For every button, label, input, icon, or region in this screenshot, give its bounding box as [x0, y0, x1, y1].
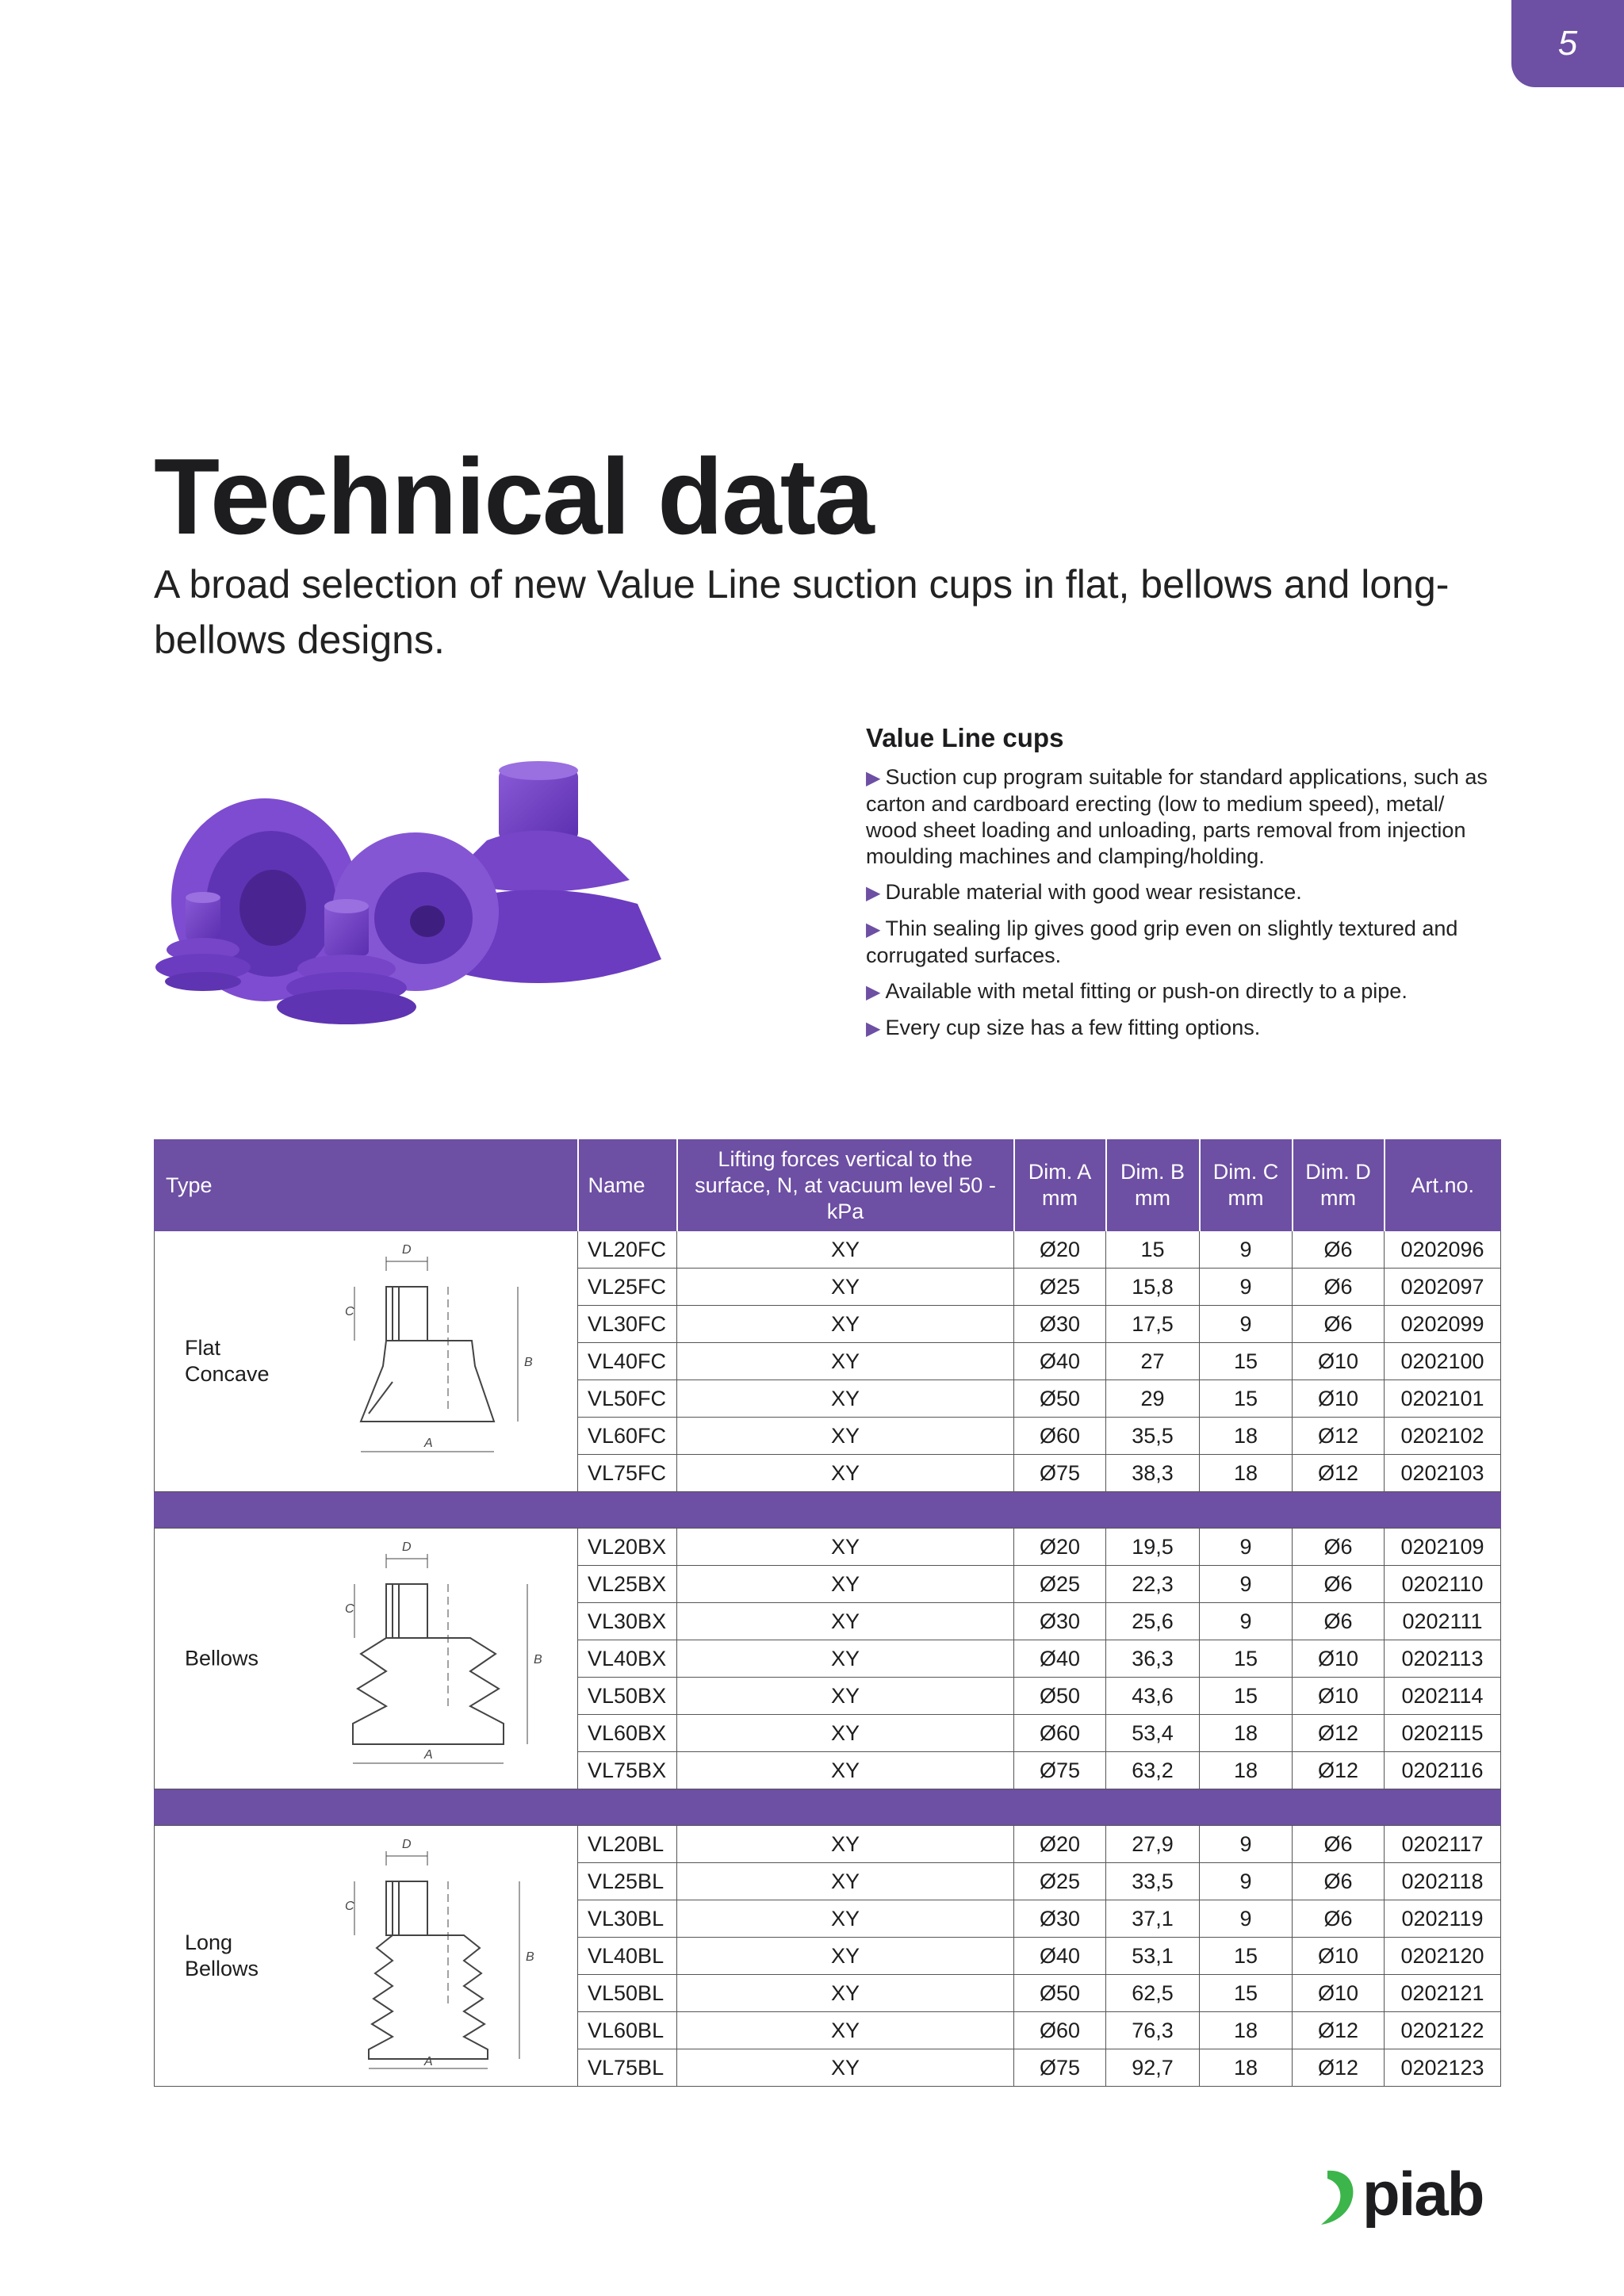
lifting-force-cell: XY: [677, 1863, 1014, 1900]
artno-cell: 0202101: [1385, 1380, 1501, 1418]
lifting-force-cell: XY: [677, 1938, 1014, 1975]
dim-c-cell: 15: [1200, 1938, 1293, 1975]
dim-a-label: A: [424, 2055, 433, 2068]
dim-b-cell: 43,6: [1106, 1678, 1200, 1715]
artno-cell: 0202111: [1385, 1603, 1501, 1640]
header-dim-d: Dim. D mm: [1293, 1140, 1385, 1231]
page-number-tab: [1511, 0, 1624, 87]
dim-c-label: C: [345, 1602, 354, 1616]
page-subtitle: A broad selection of new Value Line suction cups in flat, bellows and long-bellows designs.: [154, 562, 1450, 662]
dim-a-cell: Ø50: [1014, 1380, 1106, 1418]
bullet-triangle-icon: ▶: [866, 982, 881, 1003]
piab-logo-mark: [1321, 2171, 1353, 2225]
dim-d-cell: Ø10: [1293, 1640, 1385, 1678]
cross-section-drawing: [313, 1239, 543, 1477]
dim-b-cell: 17,5: [1106, 1306, 1200, 1343]
name-cell: VL20FC: [578, 1231, 677, 1269]
artno-cell: 0202114: [1385, 1678, 1501, 1715]
header-dim-c: Dim. C mm: [1200, 1140, 1293, 1231]
dim-d-cell: Ø10: [1293, 1938, 1385, 1975]
artno-cell: 0202119: [1385, 1900, 1501, 1938]
dim-c-cell: 9: [1200, 1863, 1293, 1900]
dim-c-cell: 9: [1200, 1603, 1293, 1640]
name-cell: VL75BX: [578, 1752, 677, 1789]
bullet-triangle-icon: ▶: [866, 1018, 881, 1039]
info-bullets: [866, 764, 1500, 1042]
dim-d-cell: Ø10: [1293, 1678, 1385, 1715]
table-row: [155, 1826, 1501, 1863]
table-row: [155, 1231, 1501, 1269]
dim-d-cell: Ø12: [1293, 1418, 1385, 1455]
dim-d-cell: Ø6: [1293, 1269, 1385, 1306]
lifting-force-cell: XY: [677, 1715, 1014, 1752]
artno-cell: 0202110: [1385, 1566, 1501, 1603]
table-header-row: [155, 1140, 1501, 1231]
artno-cell: 0202118: [1385, 1863, 1501, 1900]
dim-c-label: C: [345, 1305, 354, 1318]
info-bullet: ▶ Every cup size has a few fitting options.: [866, 1016, 1261, 1039]
dim-c-cell: 18: [1200, 1752, 1293, 1789]
dim-a-cell: Ø60: [1014, 2012, 1106, 2049]
dim-d-cell: Ø12: [1293, 2049, 1385, 2087]
type-label-line: Flat: [185, 1336, 221, 1360]
artno-cell: 0202116: [1385, 1752, 1501, 1789]
dim-a-label: A: [424, 1437, 433, 1450]
type-cell: [155, 1826, 578, 2087]
artno-cell: 0202109: [1385, 1529, 1501, 1566]
bullet-triangle-icon: ▶: [866, 767, 881, 789]
dim-b-cell: 33,5: [1106, 1863, 1200, 1900]
info-bullet: ▶ Durable material with good wear resistance.: [866, 880, 1302, 904]
name-cell: VL60BX: [578, 1715, 677, 1752]
name-cell: VL40BL: [578, 1938, 677, 1975]
dim-a-cell: Ø30: [1014, 1603, 1106, 1640]
dim-a-cell: Ø20: [1014, 1231, 1106, 1269]
dim-c-label: C: [345, 1900, 354, 1913]
name-cell: VL75BL: [578, 2049, 677, 2087]
dim-b-cell: 15,8: [1106, 1269, 1200, 1306]
lifting-force-cell: XY: [677, 1640, 1014, 1678]
lifting-force-cell: XY: [677, 2012, 1014, 2049]
value-line-info: [866, 723, 1500, 1051]
info-bullet: ▶ Thin sealing lip gives good grip even on slightly textured and corrugated surfaces.: [866, 916, 1458, 967]
dim-d-cell: Ø6: [1293, 1603, 1385, 1640]
dim-d-cell: Ø6: [1293, 1900, 1385, 1938]
artno-cell: 0202100: [1385, 1343, 1501, 1380]
dim-a-cell: Ø40: [1014, 1938, 1106, 1975]
dim-c-cell: 9: [1200, 1231, 1293, 1269]
dim-d-cell: Ø10: [1293, 1975, 1385, 2012]
artno-cell: 0202097: [1385, 1269, 1501, 1306]
artno-cell: 0202121: [1385, 1975, 1501, 2012]
header-dim-b: Dim. B mm: [1106, 1140, 1200, 1231]
group-separator-row: [155, 1492, 1501, 1529]
name-cell: VL50BL: [578, 1975, 677, 2012]
dim-b-cell: 62,5: [1106, 1975, 1200, 2012]
header-lifting-force: Lifting forces vertical to the surface, N, at vacuum level 50 -kPa: [677, 1140, 1014, 1231]
piab-logo-text: piab: [1362, 2161, 1484, 2229]
artno-cell: 0202120: [1385, 1938, 1501, 1975]
dim-c-cell: 18: [1200, 1455, 1293, 1492]
name-cell: VL30FC: [578, 1306, 677, 1343]
dim-b-cell: 27: [1106, 1343, 1200, 1380]
dim-a-cell: Ø40: [1014, 1640, 1106, 1678]
dim-a-cell: Ø25: [1014, 1269, 1106, 1306]
dim-c-cell: 9: [1200, 1529, 1293, 1566]
dim-a-cell: Ø75: [1014, 2049, 1106, 2087]
dim-a-cell: Ø75: [1014, 1752, 1106, 1789]
artno-cell: 0202123: [1385, 2049, 1501, 2087]
artno-cell: 0202122: [1385, 2012, 1501, 2049]
separator-cell: [155, 1492, 1501, 1529]
type-label-line: Long: [185, 1931, 233, 1954]
lifting-force-cell: XY: [677, 1529, 1014, 1566]
dim-d-label: D: [402, 1838, 412, 1851]
dim-b-cell: 53,1: [1106, 1938, 1200, 1975]
group-separator-row: [155, 1789, 1501, 1826]
bullet-triangle-icon: ▶: [866, 882, 881, 904]
name-cell: VL30BX: [578, 1603, 677, 1640]
dim-b-cell: 76,3: [1106, 2012, 1200, 2049]
dim-c-cell: 15: [1200, 1343, 1293, 1380]
page-title: Technical data: [154, 436, 873, 557]
dim-d-cell: Ø6: [1293, 1863, 1385, 1900]
dim-a-cell: Ø25: [1014, 1863, 1106, 1900]
dim-c-cell: 18: [1200, 1715, 1293, 1752]
dim-d-cell: Ø12: [1293, 2012, 1385, 2049]
lifting-force-cell: XY: [677, 1343, 1014, 1380]
dim-d-label: D: [402, 1243, 412, 1257]
lifting-force-cell: XY: [677, 1306, 1014, 1343]
dim-d-cell: Ø10: [1293, 1343, 1385, 1380]
dim-b-cell: 27,9: [1106, 1826, 1200, 1863]
lifting-force-cell: XY: [677, 1826, 1014, 1863]
lifting-force-cell: XY: [677, 2049, 1014, 2087]
lifting-force-cell: XY: [677, 1975, 1014, 2012]
dim-b-cell: 25,6: [1106, 1603, 1200, 1640]
dim-d-cell: Ø6: [1293, 1826, 1385, 1863]
name-cell: VL40FC: [578, 1343, 677, 1380]
dim-c-cell: 9: [1200, 1566, 1293, 1603]
name-cell: VL60BL: [578, 2012, 677, 2049]
dim-a-cell: Ø40: [1014, 1343, 1106, 1380]
dim-a-cell: Ø20: [1014, 1529, 1106, 1566]
dim-c-cell: 15: [1200, 1380, 1293, 1418]
dim-c-cell: 18: [1200, 2012, 1293, 2049]
header-artno: Art.no.: [1385, 1140, 1501, 1231]
name-cell: VL20BX: [578, 1529, 677, 1566]
dim-d-cell: Ø6: [1293, 1529, 1385, 1566]
artno-cell: 0202117: [1385, 1826, 1501, 1863]
dim-b-cell: 19,5: [1106, 1529, 1200, 1566]
artno-cell: 0202103: [1385, 1455, 1501, 1492]
dim-a-label: A: [424, 1748, 433, 1762]
dim-a-cell: Ø20: [1014, 1826, 1106, 1863]
dim-b-label: B: [534, 1653, 542, 1667]
cross-section-drawing: [313, 1536, 543, 1774]
page-number: 5: [1557, 24, 1578, 63]
lifting-force-cell: XY: [677, 1752, 1014, 1789]
type-label-line: Concave: [185, 1362, 270, 1386]
lifting-force-cell: XY: [677, 1900, 1014, 1938]
info-bullet: ▶ Suction cup program suitable for standard applications, such as carton and cardboard erecting (low to medium speed), metal/ wood sheet loading and unloading, parts removal from injection moulding machines and clamping/holding.: [866, 765, 1488, 868]
dim-d-cell: Ø12: [1293, 1455, 1385, 1492]
technical-data-table: [154, 1139, 1501, 2087]
dim-b-cell: 29: [1106, 1380, 1200, 1418]
name-cell: VL40BX: [578, 1640, 677, 1678]
artno-cell: 0202096: [1385, 1231, 1501, 1269]
lifting-force-cell: XY: [677, 1269, 1014, 1306]
dim-b-cell: 15: [1106, 1231, 1200, 1269]
dim-d-cell: Ø12: [1293, 1715, 1385, 1752]
type-label: [185, 1930, 259, 1982]
type-cell: [155, 1231, 578, 1492]
cross-section-drawing: [313, 1834, 543, 2072]
lifting-force-cell: XY: [677, 1603, 1014, 1640]
dim-a-cell: Ø75: [1014, 1455, 1106, 1492]
dim-a-cell: Ø60: [1014, 1715, 1106, 1752]
dim-b-cell: 37,1: [1106, 1900, 1200, 1938]
name-cell: VL50FC: [578, 1380, 677, 1418]
artno-cell: 0202115: [1385, 1715, 1501, 1752]
name-cell: VL25BL: [578, 1863, 677, 1900]
name-cell: VL75FC: [578, 1455, 677, 1492]
header-type: Type: [155, 1140, 578, 1231]
suction-cups-product-image: [154, 745, 693, 1062]
dim-b-cell: 22,3: [1106, 1566, 1200, 1603]
dim-c-cell: 15: [1200, 1640, 1293, 1678]
dim-c-cell: 9: [1200, 1826, 1293, 1863]
dim-b-cell: 38,3: [1106, 1455, 1200, 1492]
name-cell: VL25FC: [578, 1269, 677, 1306]
header-dim-a: Dim. A mm: [1014, 1140, 1106, 1231]
artno-cell: 0202099: [1385, 1306, 1501, 1343]
type-label: [185, 1335, 270, 1387]
name-cell: VL20BL: [578, 1826, 677, 1863]
dim-b-label: B: [526, 1950, 534, 1964]
dim-b-cell: 53,4: [1106, 1715, 1200, 1752]
dim-b-cell: 92,7: [1106, 2049, 1200, 2087]
name-cell: VL60FC: [578, 1418, 677, 1455]
artno-cell: 0202113: [1385, 1640, 1501, 1678]
dim-b-cell: 63,2: [1106, 1752, 1200, 1789]
dim-d-cell: Ø6: [1293, 1306, 1385, 1343]
info-heading: Value Line cups: [866, 723, 1064, 752]
dim-c-cell: 9: [1200, 1306, 1293, 1343]
dim-b-cell: 35,5: [1106, 1418, 1200, 1455]
name-cell: VL25BX: [578, 1566, 677, 1603]
dim-d-cell: Ø6: [1293, 1231, 1385, 1269]
dim-d-label: D: [402, 1540, 412, 1554]
lifting-force-cell: XY: [677, 1678, 1014, 1715]
separator-cell: [155, 1789, 1501, 1826]
name-cell: VL30BL: [578, 1900, 677, 1938]
table-row: [155, 1529, 1501, 1566]
dim-a-cell: Ø50: [1014, 1678, 1106, 1715]
dim-a-cell: Ø30: [1014, 1306, 1106, 1343]
piab-logo: [1316, 2161, 1503, 2233]
dim-a-cell: Ø30: [1014, 1900, 1106, 1938]
lifting-force-cell: XY: [677, 1418, 1014, 1455]
dim-d-cell: Ø10: [1293, 1380, 1385, 1418]
table-body: [155, 1231, 1501, 2087]
type-cell: [155, 1529, 578, 1789]
dim-c-cell: 18: [1200, 2049, 1293, 2087]
bullet-triangle-icon: ▶: [866, 919, 881, 940]
lifting-force-cell: XY: [677, 1231, 1014, 1269]
dim-c-cell: 9: [1200, 1269, 1293, 1306]
dim-d-cell: Ø12: [1293, 1752, 1385, 1789]
lifting-force-cell: XY: [677, 1380, 1014, 1418]
dim-d-cell: Ø6: [1293, 1566, 1385, 1603]
lifting-force-cell: XY: [677, 1455, 1014, 1492]
name-cell: VL50BX: [578, 1678, 677, 1715]
dim-a-cell: Ø25: [1014, 1566, 1106, 1603]
dim-c-cell: 15: [1200, 1975, 1293, 2012]
artno-cell: 0202102: [1385, 1418, 1501, 1455]
dim-b-cell: 36,3: [1106, 1640, 1200, 1678]
lifting-force-cell: XY: [677, 1566, 1014, 1603]
dim-b-label: B: [524, 1356, 533, 1369]
type-label-line: Bellows: [185, 1957, 259, 1980]
header-name: Name: [578, 1140, 677, 1231]
type-label: [185, 1646, 259, 1672]
info-bullet: ▶ Available with metal fitting or push-on directly to a pipe.: [866, 979, 1408, 1003]
dim-a-cell: Ø60: [1014, 1418, 1106, 1455]
dim-c-cell: 9: [1200, 1900, 1293, 1938]
dim-c-cell: 15: [1200, 1678, 1293, 1715]
dim-a-cell: Ø50: [1014, 1975, 1106, 2012]
dim-c-cell: 18: [1200, 1418, 1293, 1455]
type-label-line: Bellows: [185, 1646, 259, 1670]
